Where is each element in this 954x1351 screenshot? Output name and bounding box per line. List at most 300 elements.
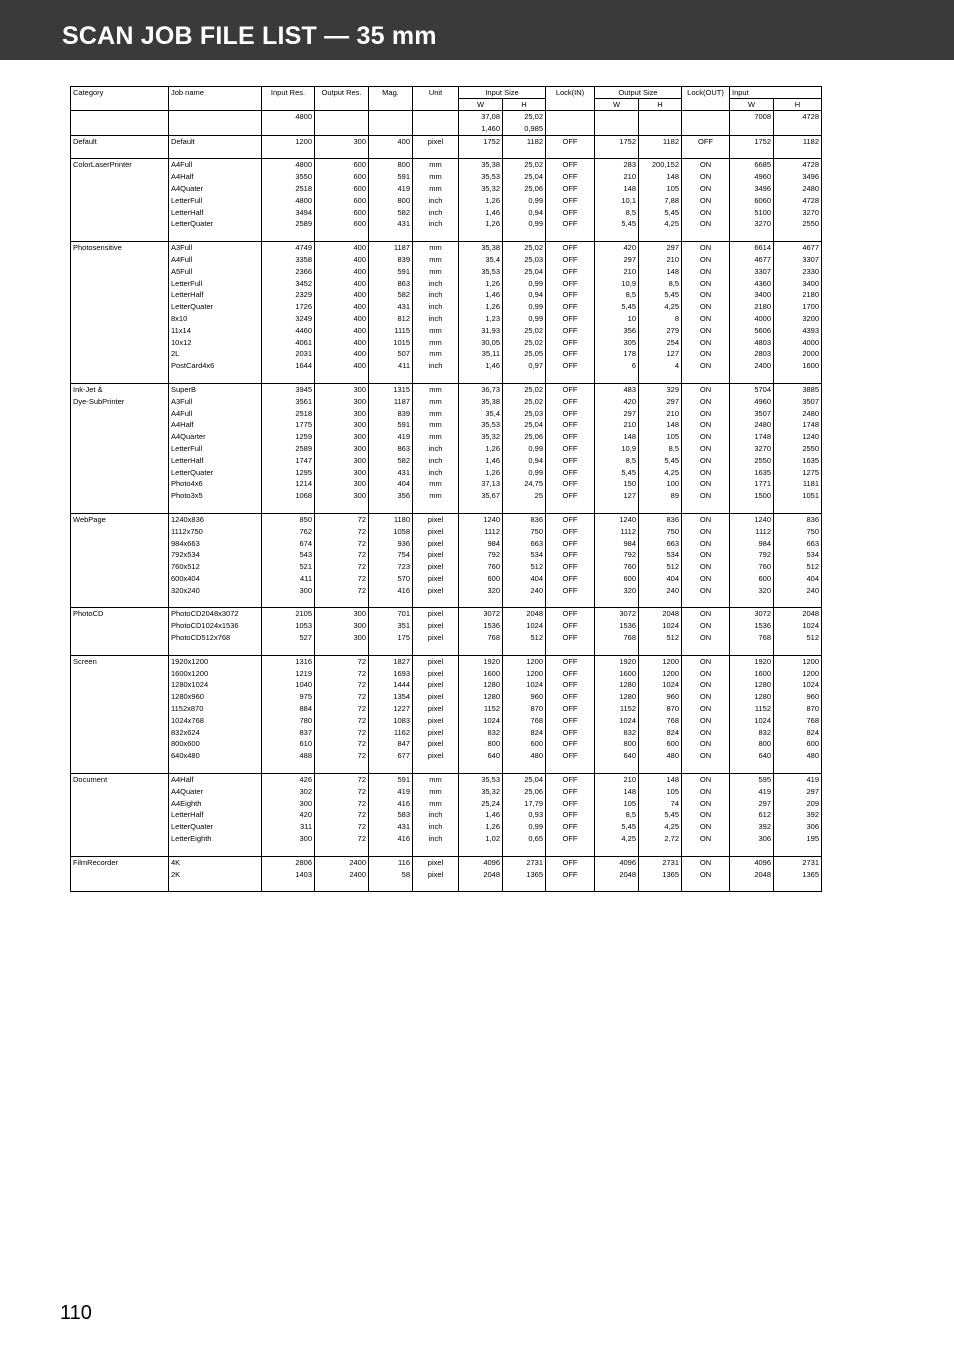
table-cell: 760	[595, 561, 639, 573]
table-cell	[71, 325, 169, 337]
table-cell: 5100	[730, 207, 774, 219]
table-cell: ON	[682, 254, 730, 266]
table-cell: 89	[639, 490, 682, 502]
page-title: SCAN JOB FILE LIST — 35 mm	[62, 22, 437, 50]
table-cell: LetterHalf	[169, 289, 262, 301]
table-cell: 1,26	[459, 467, 503, 479]
table-cell: ON	[682, 266, 730, 278]
table-cell: 105	[639, 183, 682, 195]
table-cell: 3072	[459, 608, 503, 620]
table-cell: inch	[413, 289, 459, 301]
table-cell: 148	[639, 171, 682, 183]
table-cell: pixel	[413, 561, 459, 573]
table-cell: 300	[315, 478, 369, 490]
table-cell: 3072	[730, 608, 774, 620]
col-output-res: Output Res.	[315, 87, 369, 99]
table-cell: OFF	[546, 679, 595, 691]
table-cell	[71, 573, 169, 585]
table-cell: ON	[682, 668, 730, 680]
table-cell: OFF	[546, 254, 595, 266]
table-cell: 600	[595, 573, 639, 585]
table-cell: 5,45	[639, 809, 682, 821]
table-row	[71, 750, 822, 762]
table-cell: inch	[413, 833, 459, 845]
table-cell: 148	[595, 183, 639, 195]
table-cell: 1,26	[459, 821, 503, 833]
table-cell: 480	[774, 750, 822, 762]
table-cell	[71, 111, 169, 123]
table-cell: ON	[682, 301, 730, 313]
table-cell: pixel	[413, 538, 459, 550]
table-cell: 3400	[774, 278, 822, 290]
table-cell: 640x480	[169, 750, 262, 762]
table-cell: 1240	[730, 513, 774, 525]
table-cell: 2048	[503, 608, 546, 620]
table-cell: Ink-Jet &	[71, 383, 169, 395]
table-cell: OFF	[546, 632, 595, 644]
col-lock-out: Lock(OUT)	[682, 87, 730, 99]
table-cell: 4,25	[639, 301, 682, 313]
table-cell: OFF	[546, 218, 595, 230]
table-cell: mm	[413, 383, 459, 395]
table-cell	[71, 620, 169, 632]
table-cell: 832	[730, 727, 774, 739]
col-input-w: W	[730, 99, 774, 111]
table-cell: 534	[503, 549, 546, 561]
table-cell: OFF	[546, 821, 595, 833]
table-row	[71, 360, 822, 372]
table-cell	[71, 478, 169, 490]
table-cell: 72	[315, 526, 369, 538]
table-cell	[71, 278, 169, 290]
table-cell: inch	[413, 313, 459, 325]
table-cell: 4,25	[639, 218, 682, 230]
table-cell: 612	[730, 809, 774, 821]
table-cell: 4749	[262, 242, 315, 254]
table-cell: 4096	[730, 856, 774, 868]
table-cell: PhotoCD1024x1536	[169, 620, 262, 632]
table-cell: ON	[682, 513, 730, 525]
table-cell: 72	[315, 738, 369, 750]
table-cell: 3885	[774, 383, 822, 395]
table-row	[71, 325, 822, 337]
table-cell: 600	[315, 195, 369, 207]
table-cell	[71, 301, 169, 313]
table-row	[71, 490, 822, 502]
table-cell: mm	[413, 490, 459, 502]
table-cell: 1200	[262, 135, 315, 147]
table-cell: OFF	[546, 490, 595, 502]
table-cell: 1748	[774, 419, 822, 431]
table-cell: 1200	[639, 668, 682, 680]
table-cell: 600	[459, 573, 503, 585]
table-cell: 3507	[774, 396, 822, 408]
table-cell: ON	[682, 715, 730, 727]
table-cell: 37,08	[459, 111, 503, 123]
table-cell: 3945	[262, 383, 315, 395]
table-cell: 3200	[774, 313, 822, 325]
table-cell: inch	[413, 443, 459, 455]
table-cell: 72	[315, 691, 369, 703]
table-cell: 2048	[459, 869, 503, 881]
table-cell: 4000	[730, 313, 774, 325]
table-cell: 148	[595, 786, 639, 798]
table-cell: 1187	[369, 242, 413, 254]
table-cell: 2518	[262, 183, 315, 195]
table-cell: 4096	[459, 856, 503, 868]
table-cell	[71, 668, 169, 680]
table-cell: 351	[369, 620, 413, 632]
table-cell: ON	[682, 526, 730, 538]
table-cell: 4800	[262, 195, 315, 207]
table-cell: 1354	[369, 691, 413, 703]
table-cell: 72	[315, 798, 369, 810]
table-cell: PhotoCD512x768	[169, 632, 262, 644]
table-cell: LetterQuater	[169, 467, 262, 479]
table-cell: 297	[639, 242, 682, 254]
table-cell: inch	[413, 809, 459, 821]
table-cell	[71, 585, 169, 597]
table-cell	[682, 123, 730, 135]
table-cell: 1152x870	[169, 703, 262, 715]
table-cell: 1775	[262, 419, 315, 431]
table-cell: 283	[595, 159, 639, 171]
table-cell: ON	[682, 821, 730, 833]
table-cell: 0,99	[503, 467, 546, 479]
table-cell: ColorLaserPrinter	[71, 159, 169, 171]
table-row	[71, 798, 822, 810]
table-cell: 404	[503, 573, 546, 585]
table-cell: 824	[503, 727, 546, 739]
table-cell: 4803	[730, 337, 774, 349]
table-cell	[71, 254, 169, 266]
table-cell: 0,94	[503, 207, 546, 219]
table-cell: OFF	[546, 727, 595, 739]
table-cell: 1040	[262, 679, 315, 691]
table-cell: inch	[413, 455, 459, 467]
table-cell: 392	[774, 809, 822, 821]
table-cell: 792	[459, 549, 503, 561]
table-cell: A4Full	[169, 254, 262, 266]
table-cell: 480	[503, 750, 546, 762]
table-cell: 884	[262, 703, 315, 715]
table-cell: 1112	[595, 526, 639, 538]
table-cell: 0,99	[503, 301, 546, 313]
table-cell: 1214	[262, 478, 315, 490]
table-cell: 10	[595, 313, 639, 325]
table-cell: 72	[315, 585, 369, 597]
col-input-size-h: H	[503, 99, 546, 111]
table-row	[71, 111, 822, 123]
table-cell: 11x14	[169, 325, 262, 337]
table-cell: 306	[774, 821, 822, 833]
table-cell: 210	[595, 266, 639, 278]
table-cell: 400	[315, 313, 369, 325]
table-cell: ON	[682, 809, 730, 821]
table-cell: pixel	[413, 668, 459, 680]
table-cell: 1227	[369, 703, 413, 715]
table-cell: 2550	[774, 443, 822, 455]
table-cell: mm	[413, 254, 459, 266]
table-cell: 3494	[262, 207, 315, 219]
table-cell: 356	[595, 325, 639, 337]
table-cell: 1152	[730, 703, 774, 715]
table-cell: 400	[315, 360, 369, 372]
table-cell: 836	[774, 513, 822, 525]
table-cell: 320x240	[169, 585, 262, 597]
table-cell: OFF	[546, 159, 595, 171]
table-cell: 5,45	[595, 821, 639, 833]
table-cell: 4728	[774, 111, 822, 123]
header-row	[71, 87, 822, 99]
table-cell: WebPage	[71, 513, 169, 525]
table-cell: mm	[413, 774, 459, 786]
table-cell: OFF	[546, 668, 595, 680]
table-cell: 984x663	[169, 538, 262, 550]
table-cell: 2731	[639, 856, 682, 868]
table-cell: 1024	[639, 679, 682, 691]
table-row	[71, 833, 822, 845]
table-cell: 754	[369, 549, 413, 561]
table-cell: LetterHalf	[169, 455, 262, 467]
table-row-webpage	[71, 513, 822, 525]
table-cell: 582	[369, 207, 413, 219]
table-cell: 863	[369, 443, 413, 455]
table-cell: 1280	[730, 691, 774, 703]
table-cell: 400	[315, 242, 369, 254]
table-cell: 1,46	[459, 455, 503, 467]
table-cell: 839	[369, 254, 413, 266]
table-cell: pixel	[413, 869, 459, 881]
table-cell: ON	[682, 408, 730, 420]
table-cell	[71, 786, 169, 798]
table-cell: 1295	[262, 467, 315, 479]
table-cell: 25,02	[503, 111, 546, 123]
table-cell: 1316	[262, 655, 315, 667]
table-cell: 175	[369, 632, 413, 644]
table-cell: inch	[413, 467, 459, 479]
table-cell: 1053	[262, 620, 315, 632]
table-cell: 3496	[730, 183, 774, 195]
table-cell: 200,152	[639, 159, 682, 171]
table-cell: 1644	[262, 360, 315, 372]
table-cell: 3452	[262, 278, 315, 290]
table-cell	[71, 419, 169, 431]
table-cell: inch	[413, 195, 459, 207]
table-cell: 0,99	[503, 821, 546, 833]
table-cell: mm	[413, 798, 459, 810]
table-cell: 25,02	[503, 242, 546, 254]
table-cell: 1180	[369, 513, 413, 525]
table-cell: OFF	[546, 455, 595, 467]
table-cell: 750	[774, 526, 822, 538]
table-cell: 1240	[595, 513, 639, 525]
table-cell: 1365	[774, 869, 822, 881]
table-cell: LetterQuater	[169, 301, 262, 313]
table-cell: ON	[682, 278, 730, 290]
table-cell: 1536	[595, 620, 639, 632]
table-cell: OFF	[546, 242, 595, 254]
table-cell: pixel	[413, 691, 459, 703]
table-row	[71, 561, 822, 573]
table-cell: 195	[774, 833, 822, 845]
table-cell	[413, 111, 459, 123]
table-cell: 512	[639, 632, 682, 644]
table-cell: 72	[315, 513, 369, 525]
table-cell: 420	[595, 396, 639, 408]
table-cell	[315, 111, 369, 123]
table-row	[71, 620, 822, 632]
table-cell: 416	[369, 585, 413, 597]
table-cell	[639, 111, 682, 123]
table-cell	[71, 691, 169, 703]
table-cell	[546, 111, 595, 123]
table-cell: 297	[730, 798, 774, 810]
table-cell	[546, 123, 595, 135]
table-cell: 674	[262, 538, 315, 550]
table-spacer-row	[71, 845, 822, 857]
table-cell: 420	[262, 809, 315, 821]
col-input-h: H	[774, 99, 822, 111]
table-cell: OFF	[546, 856, 595, 868]
subheader-row	[71, 99, 822, 111]
table-cell: 411	[369, 360, 413, 372]
table-cell: 148	[639, 774, 682, 786]
table-cell: 1280x1024	[169, 679, 262, 691]
table-cell: 300	[315, 408, 369, 420]
table-cell: 0,99	[503, 218, 546, 230]
table-cell: OFF	[546, 195, 595, 207]
table-cell: 25,06	[503, 183, 546, 195]
table-cell: 25	[503, 490, 546, 502]
table-cell: 3561	[262, 396, 315, 408]
table-row-filmrecorder	[71, 856, 822, 868]
table-cell: inch	[413, 207, 459, 219]
table-cell: 37,13	[459, 478, 503, 490]
table-cell: 1182	[774, 135, 822, 147]
table-cell: 8	[639, 313, 682, 325]
table-cell: 870	[503, 703, 546, 715]
table-cell: 1240	[774, 431, 822, 443]
table-cell: 240	[503, 585, 546, 597]
table-cell: A4Quater	[169, 183, 262, 195]
table-cell: 1827	[369, 655, 413, 667]
table-cell: mm	[413, 408, 459, 420]
table-cell: 850	[262, 513, 315, 525]
table-cell: 595	[730, 774, 774, 786]
table-cell: 100	[639, 478, 682, 490]
table-cell: 600	[730, 573, 774, 585]
table-cell: OFF	[546, 266, 595, 278]
table-cell: 2400	[315, 856, 369, 868]
col-job-name: Job name	[169, 87, 262, 99]
table-cell: OFF	[546, 313, 595, 325]
table-cell: 72	[315, 668, 369, 680]
table-cell: 488	[262, 750, 315, 762]
table-cell: 2329	[262, 289, 315, 301]
table-cell: OFF	[546, 337, 595, 349]
table-cell	[71, 455, 169, 467]
table-cell	[71, 123, 169, 135]
table-cell: 3270	[730, 218, 774, 230]
table-row	[71, 207, 822, 219]
table-cell: 2550	[774, 218, 822, 230]
table-cell: ON	[682, 774, 730, 786]
table-cell: 329	[639, 383, 682, 395]
table-cell: 35,53	[459, 419, 503, 431]
table-cell	[71, 195, 169, 207]
table-cell: 2589	[262, 218, 315, 230]
table-cell: 10,9	[595, 278, 639, 290]
table-cell: 1051	[774, 490, 822, 502]
table-cell: 1280	[595, 679, 639, 691]
table-cell: 521	[262, 561, 315, 573]
table-cell: ON	[682, 538, 730, 550]
table-cell: 768	[730, 632, 774, 644]
table-row	[71, 408, 822, 420]
table-cell: 210	[639, 254, 682, 266]
table-row	[71, 526, 822, 538]
table-cell: 677	[369, 750, 413, 762]
table-cell: 420	[595, 242, 639, 254]
table-cell: 836	[503, 513, 546, 525]
table-cell: 148	[639, 266, 682, 278]
table-cell: ON	[682, 207, 730, 219]
table-cell: 780	[262, 715, 315, 727]
table-cell: 400	[315, 337, 369, 349]
table-cell: 1,46	[459, 207, 503, 219]
table-cell: 356	[369, 490, 413, 502]
table-cell: 72	[315, 750, 369, 762]
table-cell: 2731	[503, 856, 546, 868]
table-cell: inch	[413, 218, 459, 230]
table-cell: pixel	[413, 750, 459, 762]
table-cell: 507	[369, 348, 413, 360]
table-cell: 1600	[774, 360, 822, 372]
table-cell: 416	[369, 833, 413, 845]
table-cell: 837	[262, 727, 315, 739]
table-cell: ON	[682, 478, 730, 490]
table-cell: OFF	[546, 620, 595, 632]
table-cell: 640	[595, 750, 639, 762]
table-cell: 1112	[459, 526, 503, 538]
table-cell: LetterEighth	[169, 833, 262, 845]
table-cell: 984	[730, 538, 774, 550]
table-cell: 30,05	[459, 337, 503, 349]
table-row	[71, 301, 822, 313]
table-cell: 591	[369, 171, 413, 183]
table-cell	[71, 632, 169, 644]
table-cell: 800	[595, 738, 639, 750]
table-cell: 1112x750	[169, 526, 262, 538]
table-cell: 210	[595, 419, 639, 431]
table-row	[71, 573, 822, 585]
table-cell: A4Full	[169, 159, 262, 171]
table-cell: Photo4x6	[169, 478, 262, 490]
table-cell: 1152	[595, 703, 639, 715]
table-cell: 1240x836	[169, 513, 262, 525]
table-cell	[595, 111, 639, 123]
table-cell: 527	[262, 632, 315, 644]
table-cell: 25,06	[503, 786, 546, 798]
table-row	[71, 313, 822, 325]
table-cell: 640	[730, 750, 774, 762]
table-cell: 1920	[459, 655, 503, 667]
table-cell: 1635	[730, 467, 774, 479]
table-cell: 534	[639, 549, 682, 561]
table-cell: 300	[315, 383, 369, 395]
table-cell: 2048	[774, 608, 822, 620]
